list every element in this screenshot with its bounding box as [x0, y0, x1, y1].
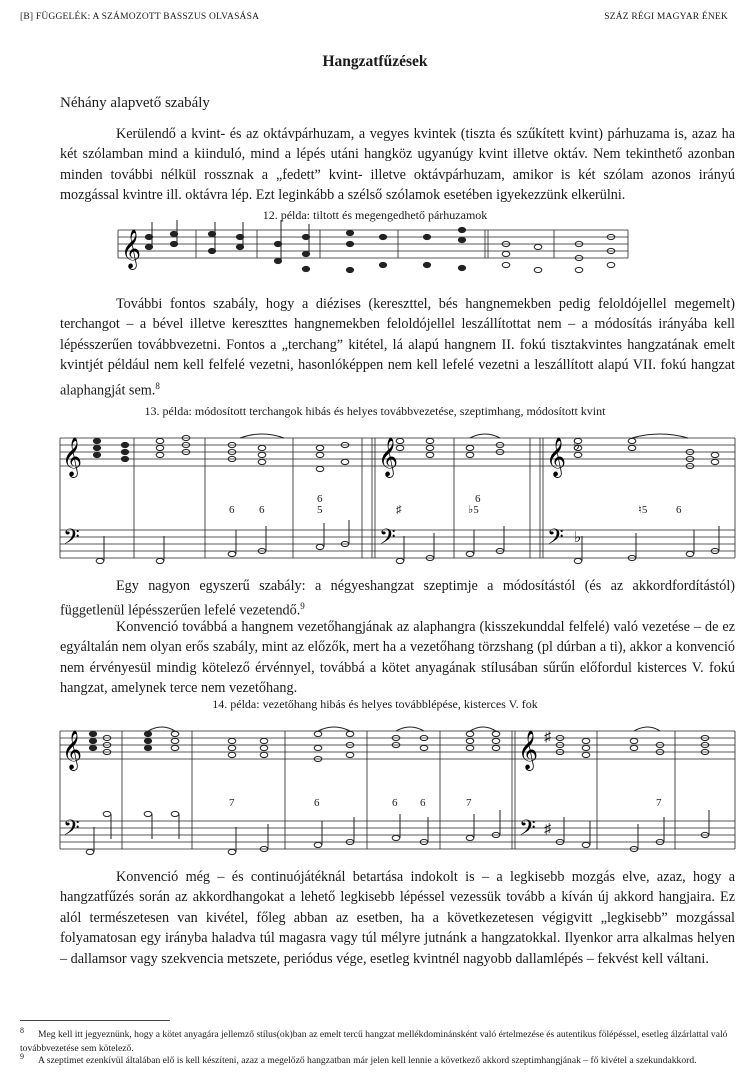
figure-6: 6	[317, 493, 323, 505]
paragraph-1: Kerülendő a kvint- és az oktávpárhuzam, a vegyes kvintek (tiszta és szűkített kvint) párhuzama is, azaz ha két szólamban mind a kiinduló, mind a lépés utáni hangköz ugyanúgy kvint illetve oktáv. Nem tekinthető azonban minden további nélkül rossznak a „fedett” kvint- illetve oktávpárhuzam, amikor is két szólam azonos irányú mozgással kvintre ill. oktávra lép. Ezt leginkább a szélső szólamok esetében igyekezzünk elkerülni.	[60, 126, 735, 204]
example-14-caption: 14. példa: vezetőhang hibás és helyes továbblépése, kisterces V. fok	[212, 697, 538, 711]
bass-clef-icon: 𝄢	[519, 816, 536, 845]
bass-clef-icon: 𝄢	[379, 525, 396, 554]
example-13-caption: 13. példa: módosított terchangok hibás és helyes továbbvezetése, szeptimhang, módosított kvint	[144, 404, 606, 418]
treble-clef-icon: 𝄞	[62, 439, 83, 476]
figure-6: 6	[392, 797, 398, 809]
bass-clef-icon: 𝄢	[63, 525, 80, 554]
figure-7: 7	[229, 797, 235, 809]
treble-clef-icon: 𝄞	[121, 231, 142, 268]
example-14-system	[0, 713, 750, 863]
key-sharp-icon: ♯	[544, 730, 551, 745]
footnote-ref-9[interactable]: 9	[300, 601, 305, 612]
paragraph-5: Konvenció még – és continuójátéknál betartása indokolt is – a legkisebb mozgás elve, azaz, hogy a hangzatfűzés során az akkordhangokat a lehető legkisebb lépéssel vezessük tovább a kíván új akkord hangjaira. Ez alól természetesen van kivétel, főleg abban az esetben, ha a következetesen végigvitt „legkisebb” mozgással folyamatosan egy irányba haladva túl magasra vagy túl mélyre jutnánk a hangzatokkal. Ilyenkor arra alkalmas helyen – dallamsor vagy szekvencia metszete, periódus vége, esetleg kvintnél nagyobb dallamlépés – fekvést kell váltani.	[60, 869, 735, 967]
running-header-right: SZÁZ RÉGI MAGYAR ÉNEK	[604, 12, 728, 22]
key-sharp-icon: ♯	[544, 822, 551, 837]
bass-clef-icon: 𝄢	[547, 525, 564, 554]
example-13-system	[0, 420, 750, 570]
key-flat-icon: ♭	[574, 530, 582, 546]
treble-clef-icon: 𝄞	[518, 732, 539, 769]
paragraph-4: Konvenció továbbá a hangnem vezetőhangjának az alaphangra (kisszekunddal felfelé) való vezetése – de ez egyáltalán nem olyan erős szabály, mint az előzők, mert ha a vezetőhang törzshang (pl dúrban a ti), akkor a konvenció nem érvényesül mindig kötelező érvénnyel, továbbá a kötet anyagának stílusában sűrűn előfordul kisterces V. fokú hangzat, amelynek terce nem vezetőhang.	[60, 619, 735, 697]
subheading: Néhány alapvető szabály	[60, 95, 210, 111]
figure-6: 6	[475, 493, 481, 505]
example-12-caption: 12. példa: tiltott és megengedhető párhuzamok	[262, 208, 488, 222]
paragraph-3: Egy nagyon egyszerű szabály: a négyeshangzat szeptimje a módosítástól (és az akkordfordítástól) függetlenül lépésszerűen lefelé vezetendő.$^9$	[60, 578, 735, 620]
paragraph-2: További fontos szabály, hogy a diézises (kereszttel, bés hangnemekben pedig feloldójellel megemelt) terchangot – a bével illetve kereszttes hangnemekben feloldójellel leszállítottat nem – a módosítás irányába kell lépésszerűen továbbvezetni. Fontos a „terchang” kitétel, lá alapú hangnem II. fokú tisztakvintes hangzatának emelt kvintjét például nem kell felfelé vezetni, hasonlóképpen nem kell lefelé vezetni a leszállított alapú VII. fokú hangzat alaphangját sem.$^8$	[60, 296, 735, 399]
figure-flat-5: ♭5	[468, 504, 479, 516]
figure-sharp: ♯	[396, 504, 402, 516]
figure-6: 6	[259, 504, 265, 516]
key-flat-icon: ♭	[573, 438, 581, 454]
footnote-ref-8[interactable]: 8	[155, 380, 160, 391]
figure-6: 6	[314, 797, 320, 809]
running-header-left: [B] FÜGGELÉK: A SZÁMOZOTT BASSZUS OLVASÁSA	[20, 12, 260, 22]
footnote-9: $^9$ A szeptimet ezenkívül általában elő is kell készíteni, azaz a megelőző hangzatban már jelen kell lennie a következő akkord szeptimhangjának – fő kivétel a szekundakkord.	[20, 1052, 697, 1067]
figure-6: 6	[676, 504, 682, 516]
treble-clef-icon: 𝄞	[62, 732, 83, 769]
section-title: Hangzatfűzések	[322, 53, 428, 70]
figure-6: 6	[229, 504, 235, 516]
bass-clef-icon: 𝄢	[63, 816, 80, 845]
figure-6: 6	[420, 797, 426, 809]
figure-7: 7	[656, 797, 662, 809]
footnote-8: $^8$ Meg kell itt jegyeznünk, hogy a kötet anyagára jellemző stílus(ok)ban az emelt tercű hangzat mellékdominánsként való értelmezése és autentikus fölépéssel, esetleg álzárlattal való továbbvezetése sem kötelező.	[20, 1026, 728, 1054]
figure-5: 5	[317, 504, 323, 516]
figure-natural-5: ♮5	[638, 504, 648, 516]
treble-clef-icon: 𝄞	[546, 439, 567, 476]
footnote-divider	[20, 1020, 170, 1021]
example-12-staff	[0, 220, 750, 282]
treble-clef-icon: 𝄞	[378, 439, 399, 476]
figure-7: 7	[466, 797, 472, 809]
